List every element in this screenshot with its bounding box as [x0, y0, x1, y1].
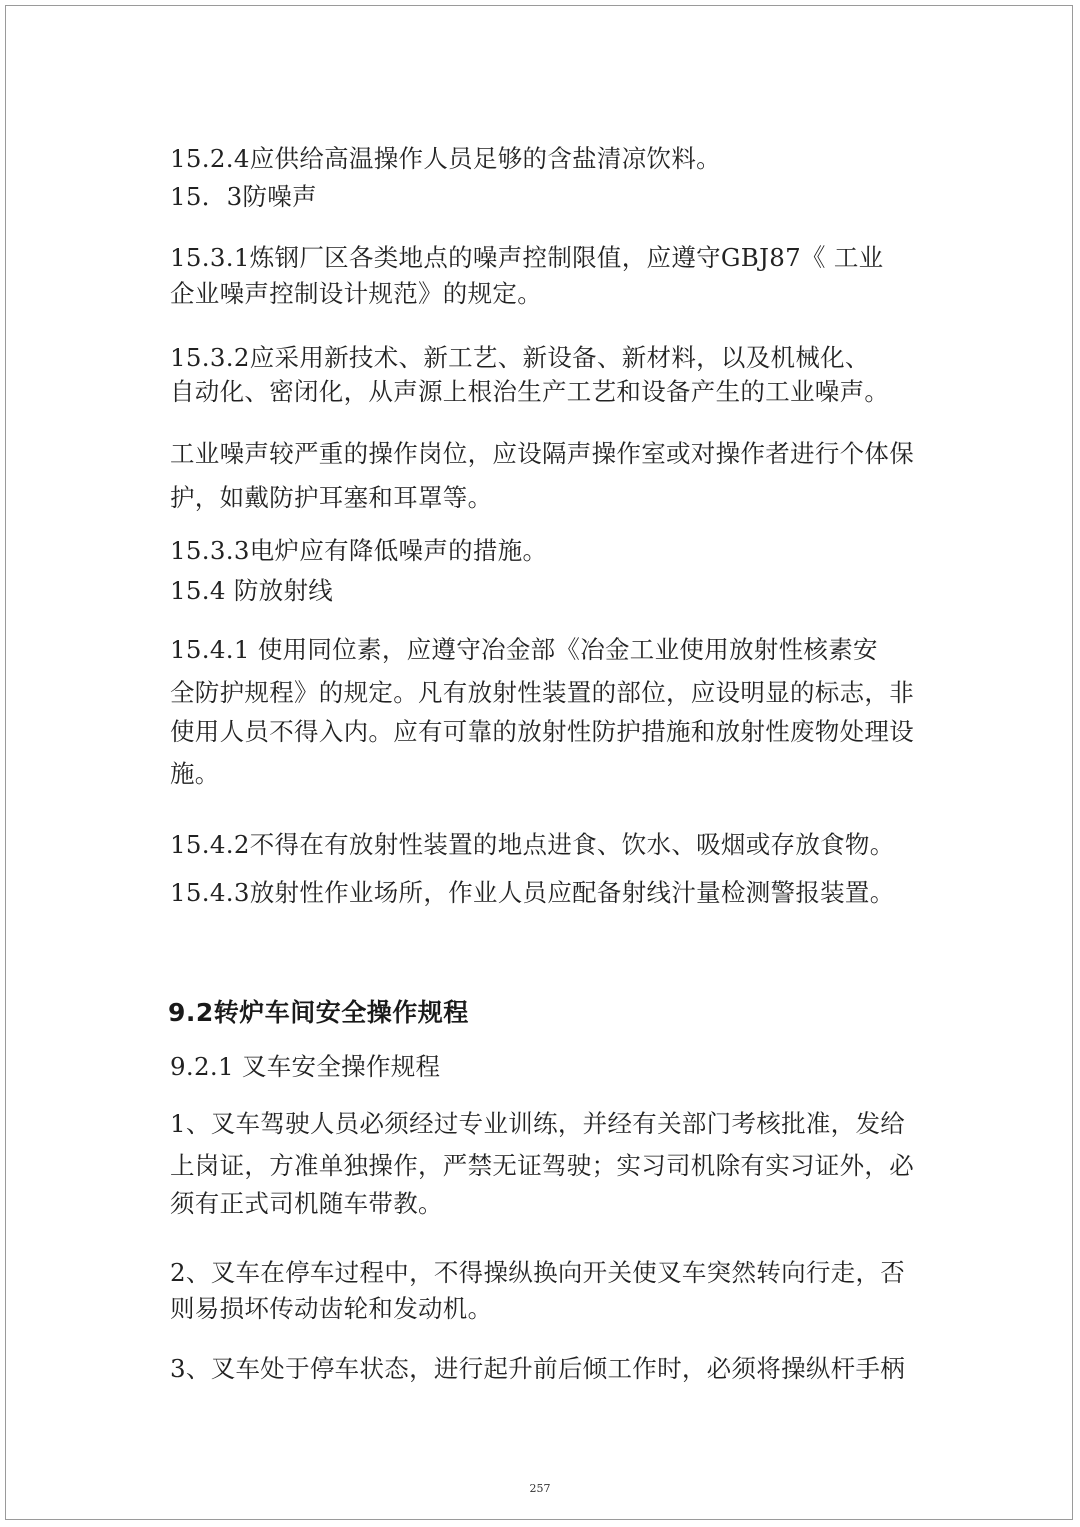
text-line: 15．3防噪声 — [170, 182, 317, 211]
text-line: 15.4.2不得在有放射性装置的地点进食、饮水、吸烟或存放食物。 — [170, 830, 895, 859]
text-line: 上岗证，方准单独操作，严禁无证驾驶；实习司机除有实习证外，必 — [170, 1151, 914, 1180]
text-line: 使用人员不得入内。应有可靠的放射性防护措施和放射性废物处理设 — [170, 717, 914, 746]
section-heading: 9.2转炉车间安全操作规程 — [168, 998, 469, 1027]
text-line: 须有正式司机随车带教。 — [170, 1189, 443, 1218]
text-line: 15.4.3放射性作业场所，作业人员应配备射线汁量检测警报装置。 — [170, 878, 895, 907]
text-line: 工业噪声较严重的操作岗位，应设隔声操作室或对操作者进行个体保 — [170, 439, 914, 468]
text-line: 3、叉车处于停车状态，进行起升前后倾工作时，必须将操纵杆手柄 — [170, 1354, 906, 1383]
text-line: 15.3.2应采用新技术、新工艺、新设备、新材料，以及机械化、 — [170, 343, 870, 372]
text-line: 2、叉车在停车过程中，不得操纵换向开关使叉车突然转向行走，否 — [170, 1258, 906, 1287]
text-line: 15.4 防放射线 — [170, 576, 334, 605]
subsection-heading: 9.2.1 叉车安全操作规程 — [170, 1052, 441, 1081]
text-line: 自动化、密闭化，从声源上根治生产工艺和设备产生的工业噪声。 — [170, 377, 890, 406]
document-page — [5, 5, 1073, 1520]
text-line: 企业噪声控制设计规范》的规定。 — [170, 279, 542, 308]
text-line: 护，如戴防护耳塞和耳罩等。 — [170, 483, 493, 512]
text-line: 15.2.4应供给高温操作人员足够的含盐清凉饮料。 — [170, 144, 721, 173]
text-line: 全防护规程》的规定。凡有放射性装置的部位，应设明显的标志，非 — [170, 678, 914, 707]
text-line: 则易损坏传动齿轮和发动机。 — [170, 1294, 493, 1323]
text-line: 15.3.1炼钢厂区各类地点的噪声控制限值，应遵守GBJ87《 工业 — [170, 243, 884, 272]
text-line: 15.3.3电炉应有降低噪声的措施。 — [170, 536, 548, 565]
page-number: 257 — [529, 1482, 551, 1495]
text-line: 1、叉车驾驶人员必须经过专业训练，并经有关部门考核批准，发给 — [170, 1109, 906, 1138]
text-line: 施。 — [170, 759, 220, 788]
text-line: 15.4.1 使用同位素，应遵守冶金部《冶金工业使用放射性核素安 — [170, 635, 878, 664]
